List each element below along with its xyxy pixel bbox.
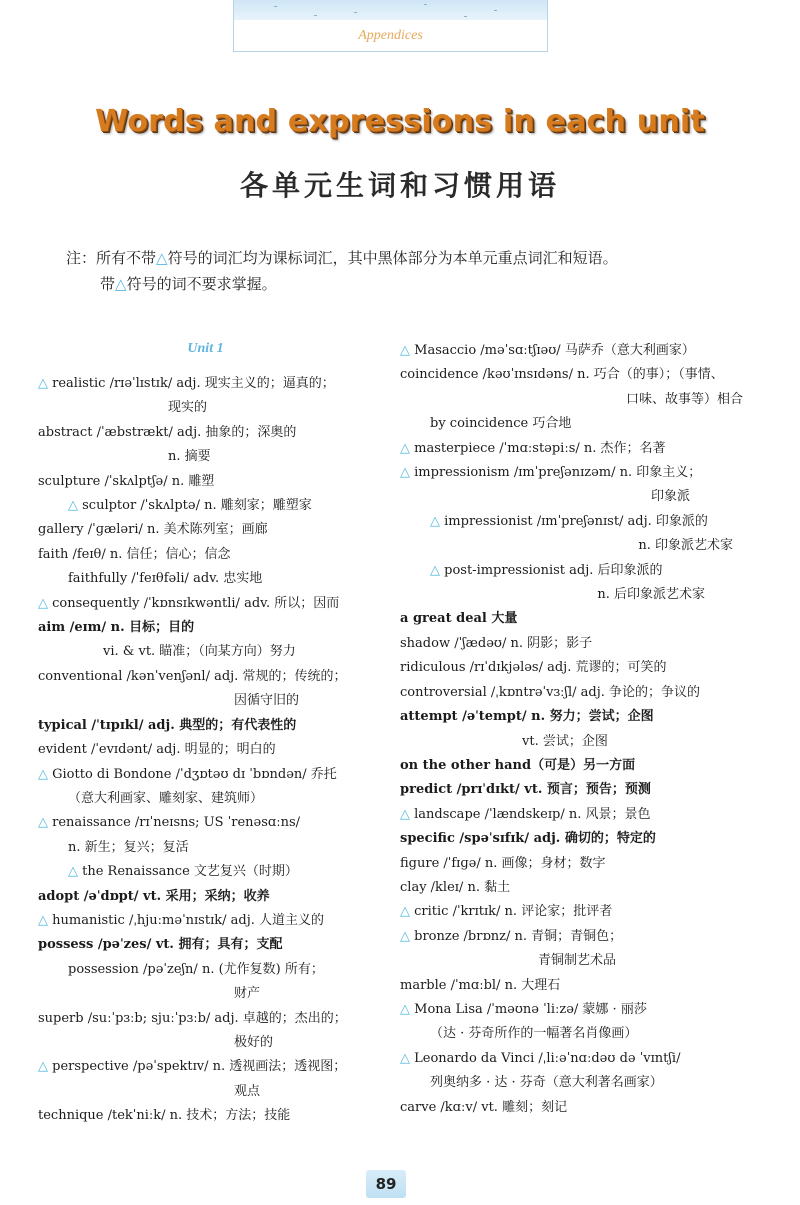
vocab-entry: shadow /ˈʃædəʊ/ n. 阴影；影子	[400, 635, 593, 651]
vocab-entry-key: predict /prɪˈdɪkt/ vt. 预言；预告；预测	[400, 782, 651, 798]
vocab-entry-cont: n. 印象派艺术家	[638, 538, 733, 554]
vocab-entry-cont: 列奥纳多 · 达 · 芬奇（意大利著名画家）	[430, 1075, 663, 1091]
vocab-entry-cont: （意大利画家、雕刻家、建筑师）	[68, 790, 264, 806]
triangle-icon: △	[400, 1001, 410, 1017]
left-column	[38, 334, 373, 1129]
vocab-entry: sculpture /ˈskʌlptʃə/ n. 雕塑	[38, 473, 215, 489]
vocab-entry-key: aim /eɪm/ n. 目标；目的	[38, 620, 195, 636]
vocab-entry: by coincidence 巧合地	[430, 416, 572, 432]
vocab-entry: △ sculptor /ˈskʌlptə/ n. 雕刻家；雕塑家	[68, 498, 312, 514]
triangle-icon: △	[400, 806, 410, 822]
triangle-icon: △	[400, 343, 410, 358]
vocab-entry: △ perspective /pəˈspektɪv/ n. 透视画法；透视图；	[38, 1059, 347, 1075]
vocab-entry-cont: 青铜制艺术品	[538, 953, 617, 969]
triangle-icon: △	[115, 275, 127, 293]
vocab-entry-cont: vt. 尝试；企图	[522, 733, 608, 749]
vocab-entry: △ renaissance /rɪˈneɪsns; US ˈrenəsɑːns/	[38, 815, 301, 831]
vocab-entry-cont: 极好的	[234, 1034, 274, 1050]
triangle-icon: △	[400, 928, 410, 944]
unit-heading: Unit 1	[187, 341, 224, 356]
triangle-icon: △	[38, 815, 48, 831]
vocab-entry: △ impressionist /ɪmˈpreʃənɪst/ adj. 印象派的	[430, 513, 708, 529]
vocab-entry: △ impressionism /ɪmˈpreʃənɪzəm/ n. 印象主义；	[400, 465, 702, 481]
vocab-entry-key: a great deal 大量	[400, 611, 518, 627]
vocab-entry: △ post-impressionist adj. 后印象派的	[430, 562, 663, 578]
vocab-entry: marble /ˈmɑːbl/ n. 大理石	[400, 977, 561, 993]
triangle-icon: △	[400, 465, 410, 481]
page-title: Words and expressions in each unit	[95, 104, 705, 139]
vocab-entry-cont: 口味、故事等）相合	[625, 391, 743, 407]
vocab-entry: △ Masaccio /məˈsɑːtʃɪəʊ/ 马萨乔（意大利画家）	[400, 343, 695, 358]
vocab-entry: coincidence /kəʊˈɪnsɪdəns/ n. 巧合（的事）；（事情、	[400, 367, 724, 383]
triangle-icon: △	[38, 912, 48, 928]
vocab-entry: technique /tekˈniːk/ n. 技术；方法；技能	[38, 1108, 291, 1124]
vocab-entry: △ consequently /ˈkɒnsɪkwəntli/ adv. 所以；因而	[38, 595, 340, 611]
vocab-entry: possession /pəˈzeʃn/ n. (尤作复数) 所有；	[68, 961, 324, 977]
vocab-entry: conventional /kənˈvenʃənl/ adj. 常规的；传统的；	[38, 668, 347, 684]
vocab-entry: △ the Renaissance 文艺复兴（时期）	[68, 864, 298, 880]
vocab-entry-cont: n. 新生；复兴；复活	[68, 839, 189, 855]
vocab-entry-cont: 因循守旧的	[234, 693, 300, 709]
vocab-entry: faith /feɪθ/ n. 信任；信心；信念	[38, 546, 231, 562]
vocab-entry: abstract /ˈæbstrækt/ adj. 抽象的；深奥的	[38, 424, 297, 440]
vocab-entry-key: specific /spəˈsɪfɪk/ adj. 确切的；特定的	[400, 831, 656, 847]
tab-decoration	[234, 0, 547, 20]
vocab-entry: gallery /ˈɡæləri/ n. 美术陈列室；画廊	[38, 522, 268, 538]
triangle-icon: △	[38, 1059, 48, 1075]
vocab-entry: △ critic /ˈkrɪtɪk/ n. 评论家；批评者	[400, 904, 613, 920]
page-number: 89	[366, 1170, 406, 1198]
vocab-entry-cont: （达 · 芬奇所作的一幅著名肖像画）	[430, 1026, 638, 1042]
vocab-entry-key: adopt /əˈdɒpt/ vt. 采用；采纳；收养	[38, 888, 270, 904]
triangle-icon: △	[156, 249, 168, 267]
triangle-icon: △	[38, 595, 48, 611]
vocab-entry-cont: vi. & vt. 瞄准；（向某方向）努力	[103, 644, 296, 660]
vocab-entry: figure /ˈfɪɡə/ n. 画像；身材；数字	[400, 855, 606, 871]
vocab-entry: △ landscape /ˈlændskeɪp/ n. 风景；景色	[400, 806, 651, 822]
vocab-entry: △ realistic /rɪəˈlɪstɪk/ adj. 现实主义的；逼真的；	[38, 376, 335, 391]
vocab-entry: clay /kleɪ/ n. 黏土	[400, 879, 511, 895]
triangle-icon: △	[400, 1050, 410, 1066]
vocab-entry: △ masterpiece /ˈmɑːstəpiːs/ n. 杰作；名著	[400, 440, 666, 456]
vocab-entry-cont: n. 摘要	[168, 449, 211, 465]
triangle-icon: △	[38, 766, 48, 782]
vocab-entry-cont: 印象派	[650, 489, 690, 505]
section-tab	[233, 0, 548, 52]
page-subtitle: 各单元生词和习惯用语	[239, 169, 560, 202]
vocab-entry: △ humanistic /ˌhjuːməˈnɪstɪk/ adj. 人道主义的	[38, 912, 324, 928]
vocab-entry-key: possess /pəˈzes/ vt. 拥有；具有；支配	[38, 937, 283, 953]
triangle-icon: △	[400, 440, 410, 456]
note-line-1: 注：所有不带△符号的词汇均为课标词汇，其中黑体部分为本单元重点词汇和短语。	[66, 249, 618, 267]
vocab-entry-cont: 观点	[234, 1083, 261, 1099]
vocab-entry: △ Leonardo da Vinci /ˌliːəˈnɑːdəʊ də ˈvɪntʃi/	[400, 1050, 681, 1066]
vocab-entry: controversial /ˌkɒntrəˈvɜːʃl/ adj. 争论的；争议的	[400, 684, 701, 700]
triangle-icon: △	[400, 904, 410, 920]
vocab-entry-cont: 现实的	[168, 400, 208, 416]
vocab-entry: evident /ˈevɪdənt/ adj. 明显的；明白的	[38, 742, 276, 758]
vocab-entry: △ Giotto di Bondone /ˈdʒɒtəʊ dɪ ˈbɒndən/ 乔托	[38, 766, 337, 782]
vocab-entry: carve /kɑːv/ vt. 雕刻；刻记	[400, 1099, 568, 1115]
vocab-entry: △ Mona Lisa /ˈməʊnə ˈliːzə/ 蒙娜 · 丽莎	[400, 1001, 647, 1017]
vocab-entry: faithfully /ˈfeɪθfəli/ adv. 忠实地	[68, 571, 263, 587]
triangle-icon: △	[430, 562, 440, 578]
vocab-entry-key: typical /ˈtɪpɪkl/ adj. 典型的；有代表性的	[38, 717, 297, 733]
triangle-icon: △	[68, 864, 78, 880]
vocab-entry-cont: 财产	[234, 986, 261, 1002]
vocab-entry-key: on the other hand（可是）另一方面	[400, 757, 636, 773]
note	[66, 245, 746, 297]
triangle-icon: △	[430, 513, 440, 529]
vocab-entry: superb /suːˈpɜːb; sjuːˈpɜːb/ adj. 卓越的；杰出的；	[38, 1010, 347, 1026]
section-label: Appendices	[358, 28, 423, 43]
triangle-icon: △	[68, 498, 78, 514]
note-line-2: 带△符号的词不要求掌握。	[100, 275, 277, 293]
vocab-entry: ridiculous /rɪˈdɪkjələs/ adj. 荒谬的；可笑的	[400, 660, 667, 676]
vocab-entry: △ bronze /brɒnz/ n. 青铜；青铜色；	[400, 928, 623, 944]
vocab-entry-cont: n. 后印象派艺术家	[597, 587, 705, 603]
triangle-icon: △	[38, 376, 48, 391]
right-column	[400, 339, 745, 1120]
vocab-entry-key: attempt /əˈtempt/ n. 努力；尝试；企图	[400, 709, 654, 725]
